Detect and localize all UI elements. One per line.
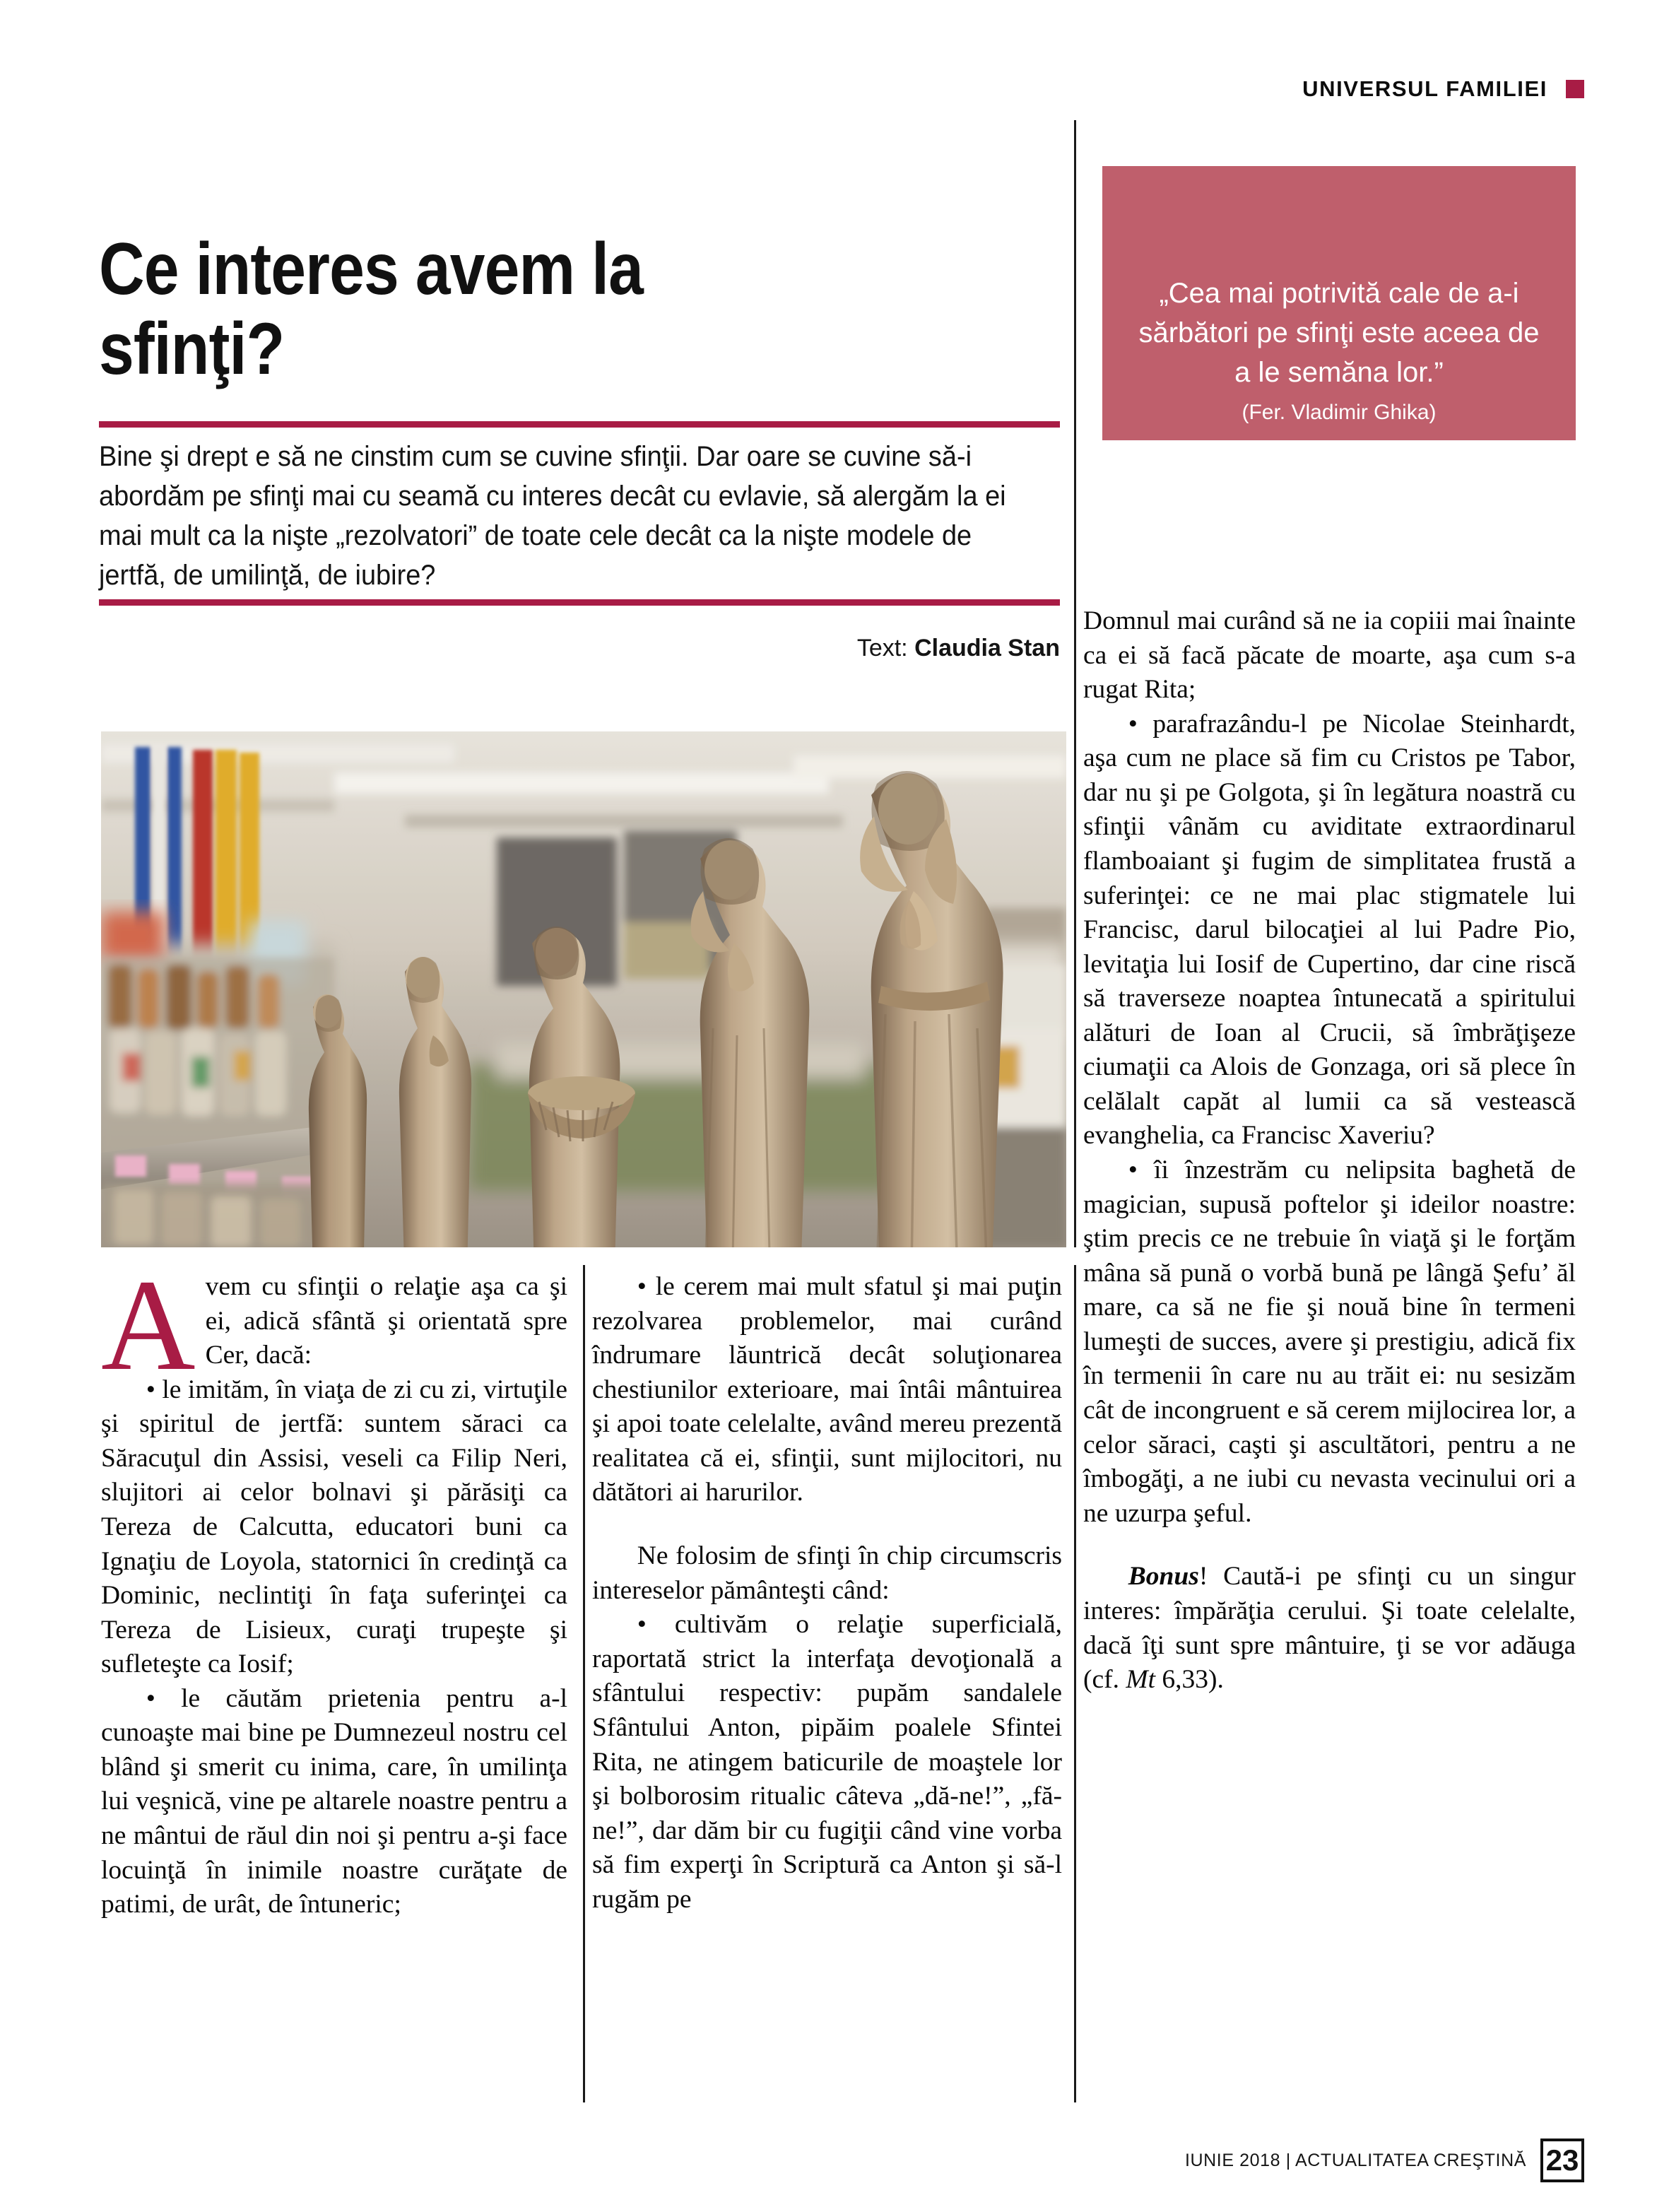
column-divider-2: [1074, 1265, 1076, 2102]
paragraph: [1083, 604, 1576, 707]
bonus-label: Bonus: [1128, 1562, 1199, 1592]
column-divider-right-top: [1074, 120, 1076, 1247]
deck-text: Bine şi drept e să ne cinstim cum se cuvine sfinţii. Dar oare se cuvine să-i abordăm pe sfinţi mai cu seamă cu interes decât cu evlavie, să alergăm la ei mai mult ca la nişte „rezolvatori” de toate cele decât ca la nişte modele de jertfă, de umilinţă, de iubire?: [99, 441, 1006, 592]
article-photo: [101, 731, 1066, 1247]
paragraph-text: • îi înzestrăm cu nelipsita baghetă de magician, supusă poftelor şi ideilor noastre: ştim precis ce ne trebuie în viaţă şi le forţăm mâna să pună o vorbă bună pe lângă Şefu’ ăl mare, ca să ne fie şi nouă bine în termeni lumeşti de succes, avere şi prestigiu, adică fix în termenii în care nu au trăit ei: nu sesizăm cât de incongruent e să cerem mijlocirea lor, a celor săraci, caşti şi ascultători, pentru a ne îmbogăţi, a ne iubi cu nevasta vecinului ori a ne uzurpa şeful.: [1083, 1155, 1576, 1528]
paragraph: [101, 1373, 567, 1682]
paragraph-text: • le imităm, în viaţa de zi cu zi, virtuţile şi spiritul de jertfă: suntem săraci ca Săracuţul din Assisi, veseli ca Filip Neri, slujitori ai celor bolnavi şi părăsiţi ca Tereza de Calcutta, educatori buni ca Ignaţiu de Loyola, statornici în credinţă ca Dominic, neclintiţi în faţa suferinţei ca Tereza de Lisieux, curaţi trupeşte şi sufleteşte ca Iosif;: [101, 1375, 567, 1679]
column-divider-1: [583, 1265, 585, 2102]
paragraph-text: Ne folosim de sfinţi în chip circumscris intereselor pământeşti când:: [592, 1541, 1062, 1605]
page-title: Ce interes avem la sfinţi?: [99, 228, 644, 391]
deck-rule-bottom: [99, 599, 1060, 606]
paragraph: [101, 1682, 567, 1922]
body-column-1: [101, 1253, 567, 1922]
bonus-text-after: 6,33).: [1155, 1665, 1224, 1695]
paragraph-text: • le căutăm prietenia pentru a-l cunoaşte mai bine pe Dumnezeul nostru cel blând şi smerit cu inima, care, în umilinţa lui veşnică, vine pe altarele noastre pentru a ne mântui de răul din noi şi pentru a-şi face locuinţă în inimile noastre curăţate de patimi, de urât, de întuneric;: [101, 1683, 567, 1919]
body-column-2: [592, 1270, 1062, 1917]
section-title: UNIVERSUL FAMILIEI: [1302, 76, 1547, 101]
section-marker-icon: [1566, 80, 1584, 98]
scripture-reference: Mt: [1126, 1665, 1156, 1695]
paragraph-text: Domnul mai curând să ne ia copiii mai înainte ca ei să facă păcate de moarte, aşa cum s-a rugat Rita;: [1083, 606, 1576, 705]
paragraph: [101, 1253, 567, 1398]
paragraph-text: • cultivăm o relaţie superficială, raportată strict la interfaţa devoţională a sfântului respectiv: pupăm sandalele Sfântului Anton, pipăim poalele Sfintei Rita, ne atingem baticurile de moaştele lor şi bolborosim ritualic câteva „dă-ne!”, „fă-ne!”, dar dăm bir cu fugiţii când vine vorba să fim experţi în Scriptură ca Anton şi să-l rugăm pe: [592, 1610, 1062, 1914]
paragraph: [592, 1270, 1062, 1510]
paragraph-text: • le cerem mai mult sfatul şi mai puţin rezolvarea problemelor, mai curând îndrumare lăuntrică decât soluţionarea chestiunilor exterioare, mai întâi mântuirea şi apoi toate celelalte, având mereu prezentă realitatea că ei, sfinţii, sunt mijlocitori, nu dătători ai harurilor.: [592, 1272, 1062, 1507]
paragraph-text: vem cu sfinţii o relaţie aşa ca şi ei, adică sfântă şi orientată spre Cer, dacă:: [205, 1272, 567, 1370]
pull-quote-attribution: (Fer. Vladimir Ghika): [1242, 401, 1437, 424]
paragraph: [592, 1608, 1062, 1917]
photo-illustration: [101, 731, 1066, 1247]
paragraph: [592, 1539, 1062, 1608]
paragraph: [1083, 707, 1576, 1153]
drop-cap: A: [101, 1253, 196, 1398]
pull-quote-box: [1102, 166, 1576, 440]
paragraph: [1083, 1153, 1576, 1531]
byline: [495, 635, 1060, 662]
deck-rule-top: [99, 421, 1060, 428]
bonus-text-before: ! Caută-i pe sfinţi cu un singur interes: împărăţia cerului. Şi toate celelalte, dacă îţi sunt spre mântuire, ţi se vor adăuga (cf.: [1083, 1562, 1576, 1695]
byline-author: Claudia Stan: [914, 635, 1060, 661]
pull-quote-text: „Cea mai potrivită cale de a-i sărbători pe sfinţi este aceea de a le semăna lor.”: [1138, 278, 1540, 388]
bonus-paragraph: [1083, 1560, 1576, 1697]
page-number: 23: [1540, 2139, 1584, 2182]
issue-label: IUNIE 2018 | ACTUALITATEA CREŞTINĂ: [1184, 2150, 1526, 2170]
byline-prefix: Text:: [856, 635, 915, 661]
body-column-3: [1083, 604, 1576, 1698]
page-footer: [1185, 2139, 1584, 2182]
paragraph-text: • parafrazându-l pe Nicolae Steinhardt, aşa cum ne place să fim cu Cristos pe Tabor, dar nu şi pe Golgota, şi în legătura noastră cu sfinţii vânăm cu aviditate extraordinarul flamboaiant şi fugim de simplitatea frustă a suferinţei: ce ne mai plac stigmatele lui Francisc, darul bilocaţiei al lui Padre Pio, levitaţia lui Iosif de Cupertino, dar cine riscă să traverseze noaptea întunecată a spiritului alături de Ioan al Crucii, să îmbrăţişeze ciumaţii ca Alois de Gonzaga, ori să plece în celălalt capăt al lumii ca să vestească evanghelia, ca Francisc Xaveriu?: [1083, 709, 1576, 1151]
running-head: [0, 76, 1584, 102]
